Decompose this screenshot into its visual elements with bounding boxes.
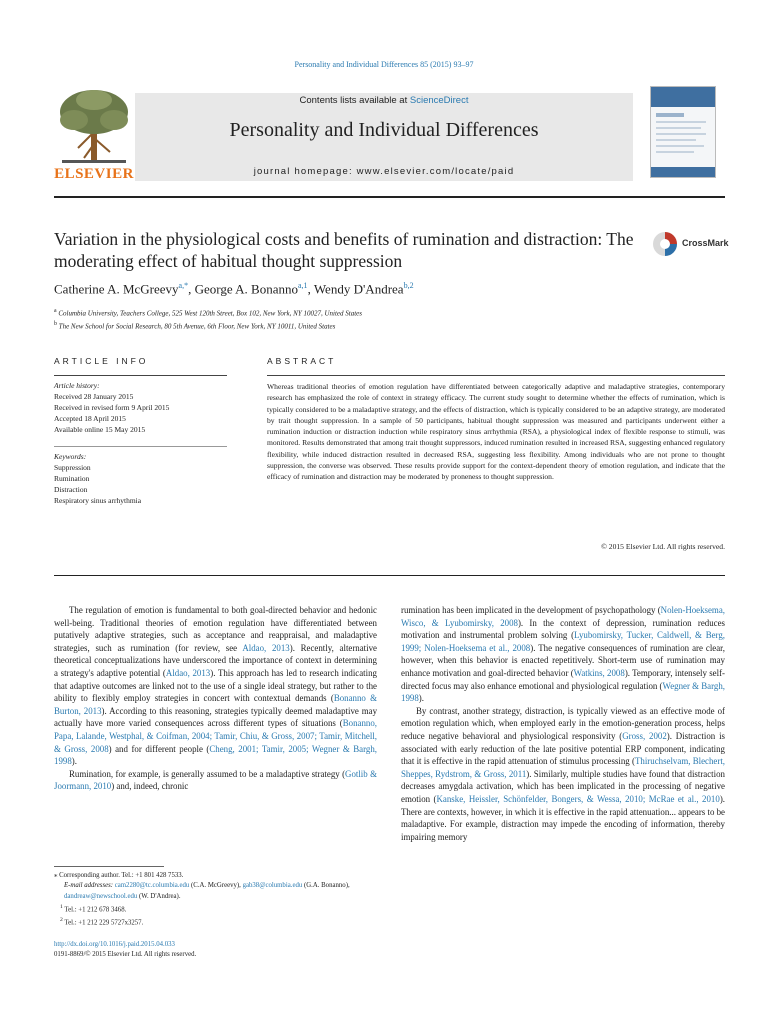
email-link[interactable]: cam2280@tc.columbia.edu <box>114 882 190 890</box>
author-marks[interactable]: a,* <box>178 281 189 290</box>
footnote-corresponding: Corresponding author. Tel.: +1 801 428 7533. <box>59 872 184 879</box>
history-item: Available online 15 May 2015 <box>54 425 146 434</box>
affiliation-text: The New School for Social Research, 80 5th Avenue, 6th Floor, New York, NY 10011, United States <box>58 322 336 331</box>
history-item: Accepted 18 April 2015 <box>54 414 126 423</box>
affiliation-text: Columbia University, Teachers College, 525 West 120th Street, Box 102, New York, NY 10027, United States <box>58 309 362 318</box>
journal-homepage <box>135 166 633 177</box>
body-text: ). Temporary, intensely self-directed focus may also enhance emotional and physiological regulation ( <box>401 667 725 691</box>
body-text: The regulation of emotion is fundamental to both goal-directed behavior and hedonic well-being. Traditional theories of emotion regulation have differentiated between putatively adaptive strategies, such as acceptance and reappraisal, and maladaptive strategies, such as rumination (for review, see <box>54 605 377 653</box>
email-owner: (W. D'Andrea). <box>138 892 181 900</box>
author-marks[interactable]: b,2 <box>403 281 414 290</box>
body-text: ). <box>418 693 424 704</box>
journal-title: Personality and Individual Differences <box>229 119 539 141</box>
footnote-mark: ⁎ <box>54 872 58 879</box>
email-link[interactable]: dandreaw@newschool.edu <box>64 892 138 900</box>
body-text: rumination has been implicated in the development of psychopathology ( <box>401 605 661 615</box>
abstract-copyright: © 2015 Elsevier Ltd. All rights reserved. <box>601 542 725 551</box>
body-column-right <box>401 604 725 843</box>
citation-link[interactable]: Aldao, 2013 <box>242 642 290 653</box>
email-label: E-mail addresses: <box>64 882 114 890</box>
footnote-mark: 1 <box>60 903 63 910</box>
article-title: Variation in the physiological costs and benefits of rumination and distraction: The moderating effect of habitual thought suppression <box>54 229 634 271</box>
body-text: By contrast, another strategy, distraction, is typically viewed as an effective mode of emotion regulation which, when employed early in the emotion-generation process, helps reduce negative behavioral and physiological responsivity ( <box>401 705 725 741</box>
abstract-divider <box>267 375 725 376</box>
article-info-heading: ARTICLE INFO <box>54 356 149 366</box>
body-text: ). There are contexts, however, in which it is effective in the rapid attenuation... appears to be maladaptive. For example, distraction may impede the encoding of information, thereby impairing memory <box>401 793 725 842</box>
abstract-heading: ABSTRACT <box>267 356 337 366</box>
body-text: ). Similarly, multiple studies have found that distraction decreases amygdala activation, which has been implicated in the processing of negative emotion ( <box>401 768 725 804</box>
author-name: George A. Bonanno <box>194 281 298 297</box>
citation-link[interactable]: Cheng, 2001; Tamir, 2005; Wegner & Bargh, 1998 <box>54 743 377 767</box>
citation-link[interactable]: Bonanno & Burton, 2013 <box>54 693 378 716</box>
body-text: ). Recently, alternative theoretical conceptualizations have underscored the importance of context in determining a strategy's adaptive potential ( <box>54 642 377 678</box>
article-info-divider <box>54 375 227 376</box>
email-owner: (C.A. McGreevy), <box>191 882 241 890</box>
body-paragraph <box>401 604 725 705</box>
citation-link[interactable]: Gross, 2002 <box>622 730 667 741</box>
citation-link[interactable]: Nolen-Hoeksema, Wisco, & Lyubomirsky, 2008 <box>401 605 725 628</box>
journal-reference[interactable]: Personality and Individual Differences 85 (2015) 93–97 <box>294 60 474 69</box>
citation-link[interactable]: Bonanno, Papa, Lalande, Westphal, & Coifman, 2004; Tamir, Chiu, & Gross, 2007; Tamir, Mitchell, & Gross, 2008 <box>54 718 377 754</box>
history-item: Received 28 January 2015 <box>54 392 134 401</box>
abstract-text: Whereas traditional theories of emotion regulation have differentiated between categorically adaptive and maladaptive strategies, contemporary research has emphasized the role of context in strategy efficacy. The current study sought to determine whether the effects of rumination, which is typically considered to be a maladaptive strategy, and the effects of distraction, which is typically considered to be an adaptive strategy, are moderated by trait thought suppression. In a sample of 50 participants, habitual thought suppression was measured and participants underwent either a rumination induction or distraction induction while respiratory sinus arrhythmia (RSA), a physiological index of flexible response to stimuli, was monitored. Results demonstrated that among trait thought suppressors, induced rumination resulted in increased RSA, suggesting enhanced regulatory flexibility, while induced distraction resulted in decreased RSA, suggesting less flexibility. Among individuals who are not prone to thought suppression, the converse was observed. These results provide support for the context-dependent theory of emotion regulation, and indicate that the efficacy of rumination and distraction may be moderated by proneness to thought suppression. <box>267 382 725 482</box>
body-text: ). This approach has led to research indicating that adaptive outcomes are linked not to the use of a single ideal strategy, but rather to the ability to flexibly employ strategies in concert with contextual demands ( <box>54 667 377 704</box>
footnote-mark: 2 <box>60 917 63 924</box>
email-owner: (G.A. Bonanno), <box>303 882 350 890</box>
keyword-item: Respiratory sinus arrhythmia <box>54 496 142 505</box>
body-paragraph <box>54 768 377 793</box>
affiliation-mark: a <box>54 308 57 314</box>
body-text: ). Distraction is associated with early reduction of the late positive potential ERP component, indicating that it is effective in the rapid attenuation of stimulus processing ( <box>401 730 725 767</box>
issn-line: 0191-8869/© 2015 Elsevier Ltd. All rights reserved. <box>54 951 197 959</box>
affiliation-mark: b <box>54 321 57 328</box>
author-marks[interactable]: a,1 <box>298 281 308 290</box>
body-text: ) and for different people ( <box>108 743 210 754</box>
crossmark-icon <box>652 231 678 257</box>
citation-link[interactable]: Kanske, Heissler, Schönfelder, Bongers, & Wessa, 2010; McRae et al., 2010 <box>436 793 720 804</box>
footnote-text: Tel.: +1 212 229 5727x3257. <box>64 919 144 927</box>
keyword-item: Distraction <box>54 485 88 494</box>
body-text: ). The negative consequences of rumination are clear, however, when this behavior is enacted repetitively. Short-term use of rumination may enhance motivation and goal-directed behavior ( <box>401 642 726 678</box>
crossmark-badge[interactable] <box>652 231 727 257</box>
body-text: ) and, indeed, chronic <box>111 781 189 792</box>
sciencedirect-link[interactable]: ScienceDirect <box>409 95 469 106</box>
abstract-bottom-rule <box>54 575 725 576</box>
doi-link[interactable]: http://dx.doi.org/10.1016/j.paid.2015.04.033 <box>54 941 175 948</box>
author-name: Wendy D'Andrea <box>313 281 404 297</box>
history-label: Article history: <box>54 381 100 390</box>
citation-link[interactable]: Aldao, 2013 <box>165 667 211 678</box>
email-link[interactable]: gab38@columbia.edu <box>242 882 303 890</box>
footnote-text: Tel.: +1 212 678 3468. <box>64 906 127 914</box>
citation-link[interactable]: Gotlib & Joormann, 2010 <box>54 768 377 792</box>
contents-prefix: Contents lists available at <box>299 95 410 106</box>
author-name: Catherine A. McGreevy <box>54 281 179 297</box>
author-list: Catherine A. McGreevy$^{a,*}$, George A. Bonanno$^{a,1}$, Wendy D'Andrea$^{b,2}$ <box>54 281 414 297</box>
footnote-divider <box>54 866 164 867</box>
keywords <box>54 451 227 506</box>
body-text: ). According to this reasoning, strategies typically deemed maladaptive may actually have more varied consequences across different types of situations ( <box>54 705 378 729</box>
affiliations <box>54 306 362 333</box>
keyword-item: Rumination <box>54 474 90 483</box>
body-paragraph <box>54 604 377 768</box>
contents-line <box>135 95 633 106</box>
keyword-item: Suppression <box>54 463 91 472</box>
journal-cover-thumbnail <box>650 86 716 178</box>
crossmark-label: CrossMark <box>682 238 729 248</box>
body-column-left <box>54 604 377 793</box>
body-paragraph <box>401 705 725 844</box>
citation-link[interactable]: Wegner & Bargh, 1998 <box>401 680 726 704</box>
elsevier-logo-text: ELSEVIER <box>54 166 134 182</box>
homepage-url[interactable]: www.elsevier.com/locate/paid <box>356 166 515 177</box>
citation-link[interactable]: Lyubomirsky, Tucker, Caldwell, & Berg, 1999; Nolen-Hoeksema et al., 2008 <box>401 630 726 653</box>
body-text: ). In the context of depression, rumination reduces motivation and instrumental problem solving ( <box>401 617 725 641</box>
history-item: Received in revised form 9 April 2015 <box>54 403 170 412</box>
citation-link[interactable]: Watkins, 2008 <box>573 667 625 678</box>
homepage-prefix: journal homepage: <box>253 166 357 177</box>
citation-link[interactable]: Thiruchselvam, Blechert, Sheppes, Rydstrom, & Gross, 2011 <box>401 756 726 779</box>
header-divider <box>54 196 725 198</box>
body-text: ). <box>71 756 77 767</box>
article-history <box>54 380 227 435</box>
article-identifiers <box>54 940 196 961</box>
footnotes <box>54 871 377 929</box>
keywords-divider <box>54 446 227 447</box>
body-text: Rumination, for example, is generally assumed to be a maladaptive strategy ( <box>69 768 346 779</box>
keywords-label: Keywords: <box>54 452 87 461</box>
